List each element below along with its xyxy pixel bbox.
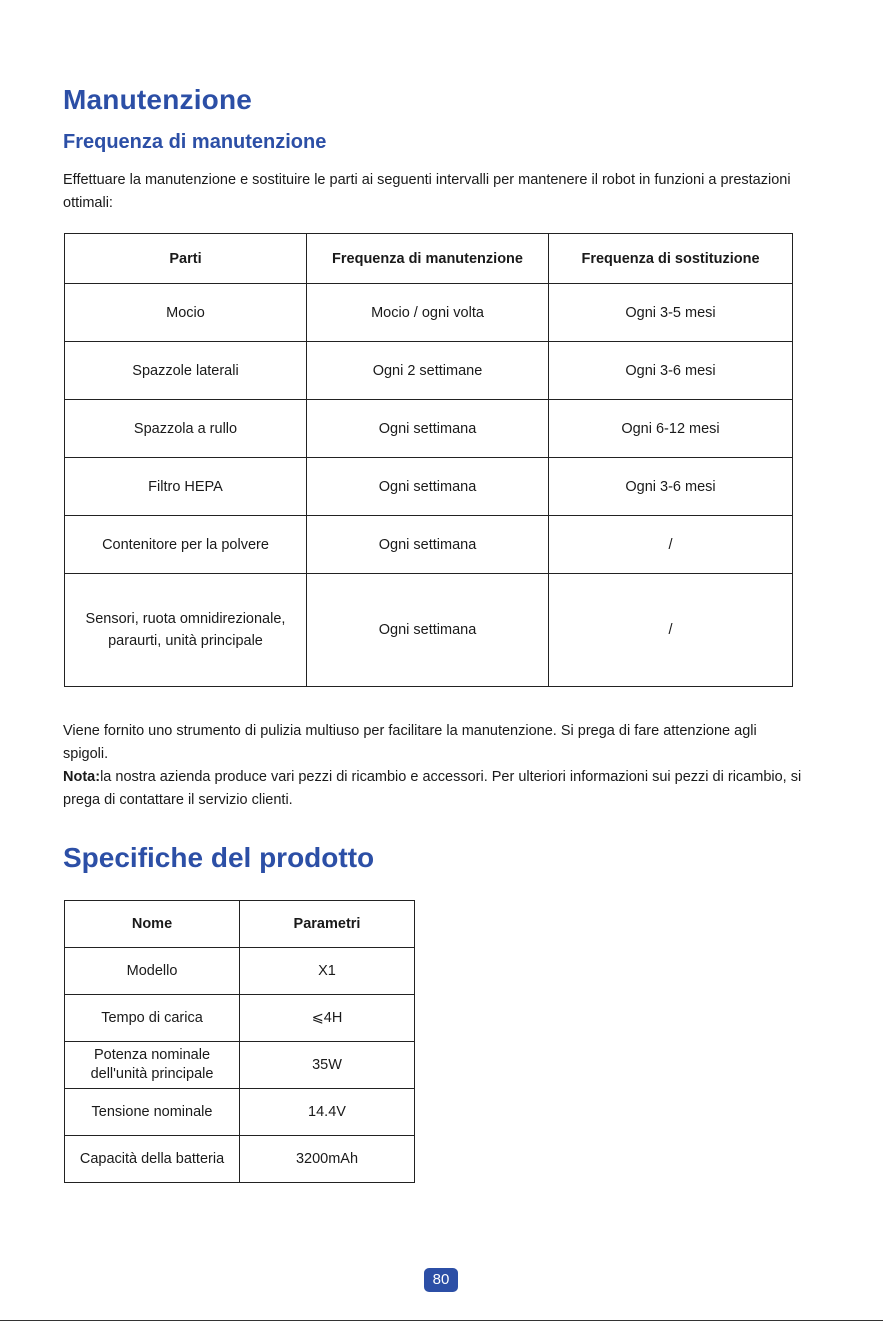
- table-cell: Potenza nominale dell'unità principale: [65, 1042, 240, 1089]
- table-row: [65, 995, 415, 1042]
- page-number-badge: 80: [424, 1268, 458, 1292]
- table-row: [65, 400, 793, 458]
- header-parti: Parti: [65, 234, 307, 284]
- notes-block: [63, 720, 803, 812]
- table-row: [65, 948, 415, 995]
- table-cell: Sensori, ruota omnidirezionale, paraurti, unità principale: [65, 574, 307, 687]
- table-cell: Ogni 2 settimane: [307, 342, 549, 400]
- table-row: [65, 516, 793, 574]
- tool-note: Viene fornito uno strumento di pulizia multiuso per facilitare la manutenzione. Si prega di fare attenzione agli spigoli.: [63, 723, 757, 762]
- note-paragraph: [63, 766, 803, 812]
- page-title: Manutenzione: [63, 84, 253, 115]
- specs-title: Specifiche del prodotto: [63, 842, 375, 873]
- table-cell: Ogni settimana: [307, 574, 549, 687]
- table-cell: Ogni 3-6 mesi: [549, 458, 793, 516]
- header-maintenance-frequency: Frequenza di manutenzione: [307, 234, 549, 284]
- maintenance-table: [64, 233, 793, 687]
- table-row: [65, 342, 793, 400]
- table-cell: Mocio / ogni volta: [307, 284, 549, 342]
- table-cell: /: [549, 574, 793, 687]
- table-cell: Ogni 3-6 mesi: [549, 342, 793, 400]
- header-nome: Nome: [65, 901, 240, 948]
- intro-paragraph: Effettuare la manutenzione e sostituire le parti ai seguenti intervalli per mantenere il robot in funzioni a prestazioni ottimali:: [63, 172, 791, 211]
- header-parametri: Parametri: [240, 901, 415, 948]
- table-header-row: [65, 901, 415, 948]
- section-subtitle: Frequenza di manutenzione: [63, 131, 327, 153]
- table-cell: Ogni settimana: [307, 400, 549, 458]
- table-row: [65, 284, 793, 342]
- table-row: [65, 574, 793, 687]
- table-row: [65, 1136, 415, 1183]
- table-cell: 35W: [240, 1042, 415, 1089]
- table-header-row: [65, 234, 793, 284]
- table-cell: Capacità della batteria: [65, 1136, 240, 1183]
- bottom-divider: [0, 1320, 883, 1321]
- table-row: [65, 458, 793, 516]
- table-cell: ⩽4H: [240, 995, 415, 1042]
- table-row: [65, 1089, 415, 1136]
- table-cell: Contenitore per la polvere: [65, 516, 307, 574]
- table-row: [65, 1042, 415, 1089]
- table-cell: X1: [240, 948, 415, 995]
- table-cell: Ogni settimana: [307, 516, 549, 574]
- table-cell: Tensione nominale: [65, 1089, 240, 1136]
- table-cell: Ogni 6-12 mesi: [549, 400, 793, 458]
- table-cell: Ogni 3-5 mesi: [549, 284, 793, 342]
- table-cell: Filtro HEPA: [65, 458, 307, 516]
- table-cell: 3200mAh: [240, 1136, 415, 1183]
- note-text: la nostra azienda produce vari pezzi di ricambio e accessori. Per ulteriori informazioni sui pezzi di ricambio, si prega di contattare il servizio clienti.: [63, 769, 802, 808]
- table-cell: Modello: [65, 948, 240, 995]
- table-cell: Spazzole laterali: [65, 342, 307, 400]
- table-cell: /: [549, 516, 793, 574]
- table-cell: Ogni settimana: [307, 458, 549, 516]
- header-replacement-frequency: Frequenza di sostituzione: [549, 234, 793, 284]
- table-cell: 14.4V: [240, 1089, 415, 1136]
- specs-table: [64, 900, 415, 1183]
- table-cell: Tempo di carica: [65, 995, 240, 1042]
- note-label: Nota:: [63, 769, 101, 785]
- table-cell: Spazzola a rullo: [65, 400, 307, 458]
- table-cell: Mocio: [65, 284, 307, 342]
